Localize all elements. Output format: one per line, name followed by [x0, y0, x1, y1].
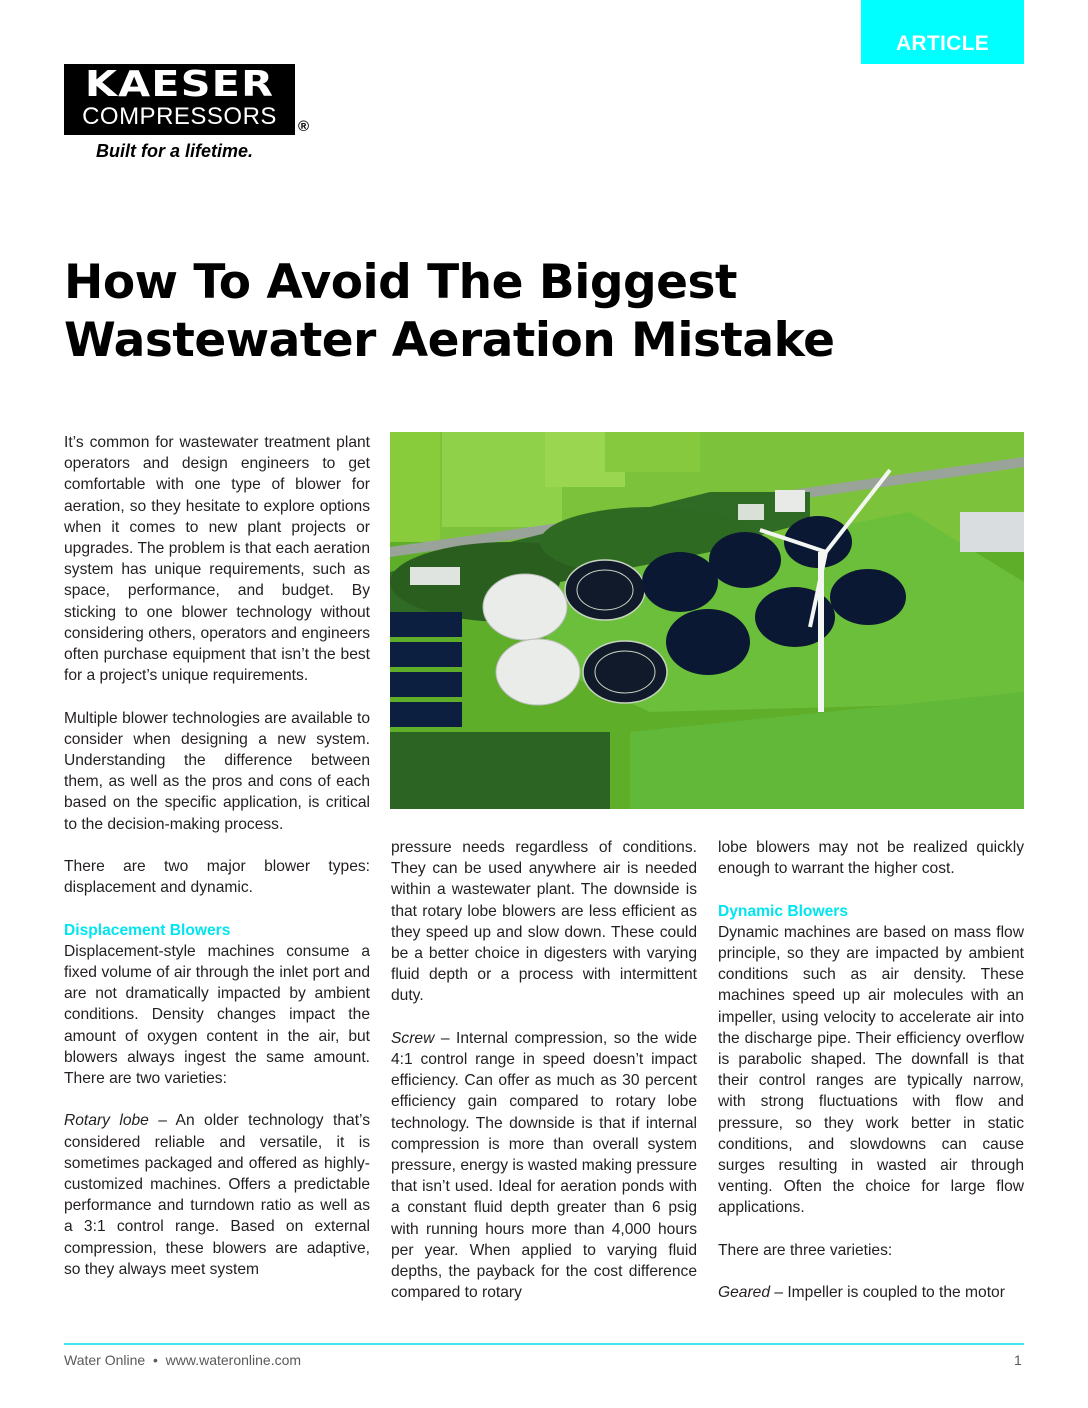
title-line-2: Wastewater Aeration Mistake — [64, 313, 835, 368]
geared-label: Geared — [718, 1284, 771, 1302]
page-title — [64, 254, 964, 370]
screw-label: Screw — [391, 1029, 435, 1047]
footer-publication: Water Online — [64, 1352, 146, 1368]
paragraph-three-varieties: There are three varieties: — [718, 1241, 893, 1259]
treatment-plant-photo — [390, 432, 1024, 809]
paragraph-dynamic: Dynamic machines are based on mass flow principle, so they are impacted by ambient conditions such as air density. These machines speed up air molecules with an impeller, using velocity to accelerate air into the discharge pipe. Their efficiency overflow is parabolic shaped. The downfall is that their control ranges are typically narrow, with strong fluctuations with flow and pressure, so they work better in static conditions, and slowdowns can cause surges resulting in wasted air through venting. Often the choice for large flow applications. — [718, 923, 1024, 1217]
kaeser-logo — [64, 64, 314, 164]
rotary-lobe-label: Rotary lobe — [64, 1112, 149, 1130]
title-line-1: How To Avoid The Biggest — [64, 255, 737, 310]
column-1 — [64, 432, 370, 1280]
footer-separator: • — [152, 1352, 158, 1368]
paragraph-technologies: Multiple blower technologies are available to consider when designing a new system. Understanding the difference between them, as well as the pros and cons of each based on the specific application, is critical to the decision-making process. — [64, 709, 370, 833]
intro-paragraph: It’s common for wastewater treatment plant operators and design engineers to get comfortable with one type of blower for aeration, so they hesitate to explore options when it comes to new plant projects or upgrades. The problem is that each aeration system has unique requirements, such as space, performance, and budget. By sticking to one blower technology without considering others, operators and engineers often purchase equipment that isn’t the best for a project’s unique requirements. — [64, 434, 370, 685]
heading-dynamic-blowers: Dynamic Blowers — [718, 902, 848, 920]
paragraph-rotary-lobe — [64, 1110, 370, 1280]
paragraph-two-types: There are two major blower types: displacement and dynamic. — [64, 858, 370, 897]
heading-displacement-blowers: Displacement Blowers — [64, 921, 231, 939]
article-tag — [861, 0, 1024, 64]
logo-subtitle: COMPRESSORS — [82, 103, 277, 130]
paragraph-rotary-lobe-continued: pressure needs regardless of conditions. They can be used anywhere air is needed within a wastewater plant. The downside is that rotary lobe blowers are less efficient as they speed up and slow down. These could be a better choice in digesters with varying fluid depth or a process with intermittent duty. — [391, 839, 697, 1005]
column-3 — [718, 837, 1024, 1303]
registered-mark-icon: ® — [298, 118, 310, 135]
paragraph-displacement: Displacement-style machines consume a fixed volume of air through the inlet port and are not dramatically impacted by ambient conditions. Density changes impact the amount of oxygen content in the air, but blowers always ingest the same amount. There are two varieties: — [64, 942, 370, 1088]
paragraph-screw-continued: lobe blowers may not be realized quickly enough to warrant the higher cost. — [718, 839, 1024, 878]
column-2 — [391, 837, 697, 1303]
article-tag-label: ARTICLE — [895, 32, 990, 55]
paragraph-screw — [391, 1028, 697, 1304]
page-number: 1 — [1014, 1352, 1022, 1368]
geared-text: – Impeller is coupled to the motor — [770, 1284, 1005, 1302]
rotary-lobe-text: – An older technology that’s considered reliable and versatile, it is sometimes packaged and offered as highly-customized machines. Offers a predictable performance and turndown ratio as well as a 3:1 control range. Based on external compression, these blowers are adaptive, so they always meet system — [64, 1112, 371, 1278]
logo-brand: KAESER — [84, 64, 275, 105]
logo-tagline: Built for a lifetime. — [96, 141, 254, 161]
screw-text: – Internal compression, so the wide 4:1 control range in speed doesn’t impact efficiency. Can offer as much as 30 percent efficiency gain compared to rotary lobe technology. The downside is that if internal compression is more than overall system pressure, energy is wasted making pressure that isn’t used. Ideal for aeration ponds with a constant fluid depth greater than 6 psig with running hours more than 4,000 hours per year. When applied to varying fluid depths, the payback for the cost difference compared to rotary — [391, 1029, 697, 1302]
footer-url[interactable]: www.wateronline.com — [165, 1352, 302, 1368]
footer-source — [64, 1352, 301, 1368]
footer-divider — [64, 1343, 1024, 1345]
paragraph-geared — [718, 1282, 1024, 1303]
